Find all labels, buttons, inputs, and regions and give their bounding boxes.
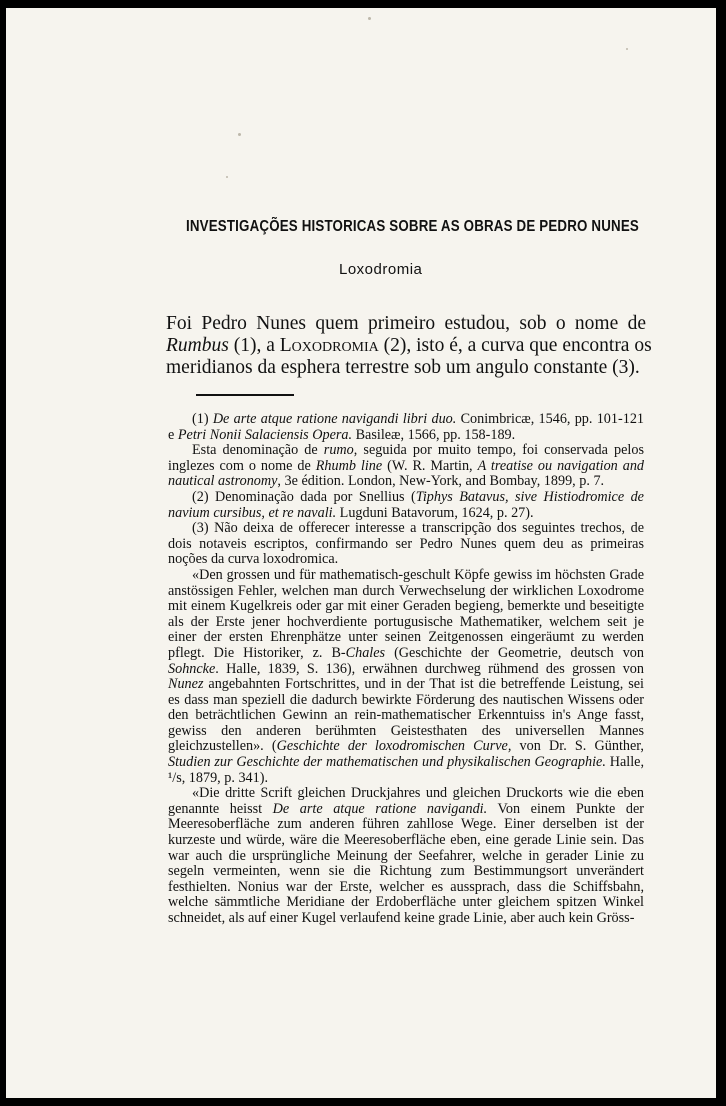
footnote-3-quote-2 [168,786,644,926]
note-text: (W. R. Martin, [382,457,478,474]
footnote-1-continued [168,443,644,490]
document-page [6,8,716,1098]
paper-speck [626,48,628,50]
note-italic: De arte atque ratione navigandi. [272,800,488,817]
note-text: Lugduni Batavorum, 1624, p. 27). [336,504,534,521]
note-text: «Die dritte Scrift gleichen Druckjahres und gleichen Druckorts wie die eben genannte heisst [168,785,644,817]
note-text: von Dr. S. Günther, [511,738,644,755]
note-italic: Petri Nonii Salaciensis Opera. [177,426,353,443]
lead-text: (1), a [228,335,280,356]
note-italic: Chales [345,644,386,661]
note-italic: Sohncke [168,660,216,677]
note-italic: Rhumb line [315,457,383,474]
lead-loxodromia: Loxodromia [279,335,379,356]
note-italic: Studien zur Geschichte der mathematischen und physikalischen Geographie. [168,754,606,771]
note-italic: Geschichte der loxodromischen Curve, [276,738,512,755]
footnotes [168,410,644,927]
footnote-3: (3) Não deixa de offerecer interesse a transcripção dos seguintes trechos, de dois notaveis escriptos, confirmando ser Pedro Nunes quem deu as primeiras noções da curva loxodromica. [168,520,644,568]
paper-speck [238,133,241,136]
footnote-3-quote-1 [168,568,644,786]
note-text: , 3e édition. London, New-York, and Bombay, 1899, p. 7. [277,473,605,490]
note-text: Conimbricæ, 1546, pp. 101-121 e [168,411,645,443]
note-text: Halle, ¹/s, 1879, p. 341). [168,754,644,786]
note-italic: A treatise ou navigation and nautical astronomy [168,457,645,490]
note-text: Esta denominação de [192,442,324,459]
note-text: , seguida por muito tempo, foi conservada pelos inglezes com o nome de [168,442,644,474]
footnote-divider [196,394,294,396]
page-title: INVESTIGAÇÕES HISTORICAS SOBRE AS OBRAS DE PEDRO NUNES [186,218,639,235]
note-text: . Halle, 1839, S. 136), erwähnen durchweg rühmend des grossen von [215,660,644,677]
section-subtitle: Loxodromia [339,261,423,278]
lead-paragraph [166,313,652,379]
paper-speck [368,17,371,20]
footnote-2 [168,490,644,521]
footnote-1 [168,412,644,443]
note-italic: rumo [323,442,354,459]
note-italic: De arte atque ratione navigandi libri duo. [212,411,457,427]
note-text: angebahnten Fortschrittes, und in der That ist die betreffende Leistung, sei es dass man speziell die dadurch bewirkte Förderung des nautischen Wissens oder den beträchtlichen Gewinn an rein-mathematischer Erkenntuiss in's Ange fasst, gewiss den anderen berühmten Geistesthaten des universellen Mannes gleichzustellen». ( [168,676,644,755]
note-text: Basileæ, 1566, pp. 158-189. [352,426,516,443]
lead-line-3: meridianos da esphera terrestre sob um angulo constante (3). [166,357,640,378]
lead-line-1: Foi Pedro Nunes quem primeiro estudou, sob o nome de [166,313,646,334]
note-italic: Tiphys Batavus, sive Histiodromice de navium cursibus, et re navali. [168,488,644,521]
note-text: (Geschichte der Geometrie, deutsch von [385,644,644,661]
paper-speck [226,176,228,178]
lead-line-2 [166,335,652,357]
lead-text: (2), isto é, a curva que encontra os [378,335,652,356]
note-text: (2) Denominação dada por Snellius ( [192,488,416,505]
note-text: «Den grossen und für mathematisch-geschult Köpfe gewiss im höchsten Grade anstössigen Fehler, welchen man durch Verwechselung der wirklichen Loxodrome mit einem Kugelkreis oder gar mit einer Geraden begieng, bemerkte und beseitigte als der Erste jener hochverdiente portugusische Mathematiker, welchem seit je einer der ersten Ehrenphätze unter seinen Zeitgenossen eingeräumt zu werden pflegt. Die Historiker, z. B- [168,566,644,661]
note-text: Von einem Punkte der Meeresoberfläche zum anderen führen zahllose Wege. Einer derselben ist der kurzeste und würde, wäre die Meeresoberfläche eben, eine gerade Linie sein. Das war auch die ursprüngliche Meinung der Seefahrer, welche in gerader Linie zu segeln vermeinten, wenn sie die Richtung zum Bestimmungsort unverändert festhielten. Nonius war der Erste, welcher es aussprach, dass die Schiffsbahn, welche sämmtliche Meridiane der Erdoberfläche unter gleichem spitzen Winkel schneidet, als auf einer Kugel verlaufend keine grade Linie, aber auch kein Gröss- [168,800,644,926]
lead-rumbus: Rumbus [166,335,229,356]
note-text: (1) [192,411,213,427]
note-italic: Nunez [168,676,204,693]
